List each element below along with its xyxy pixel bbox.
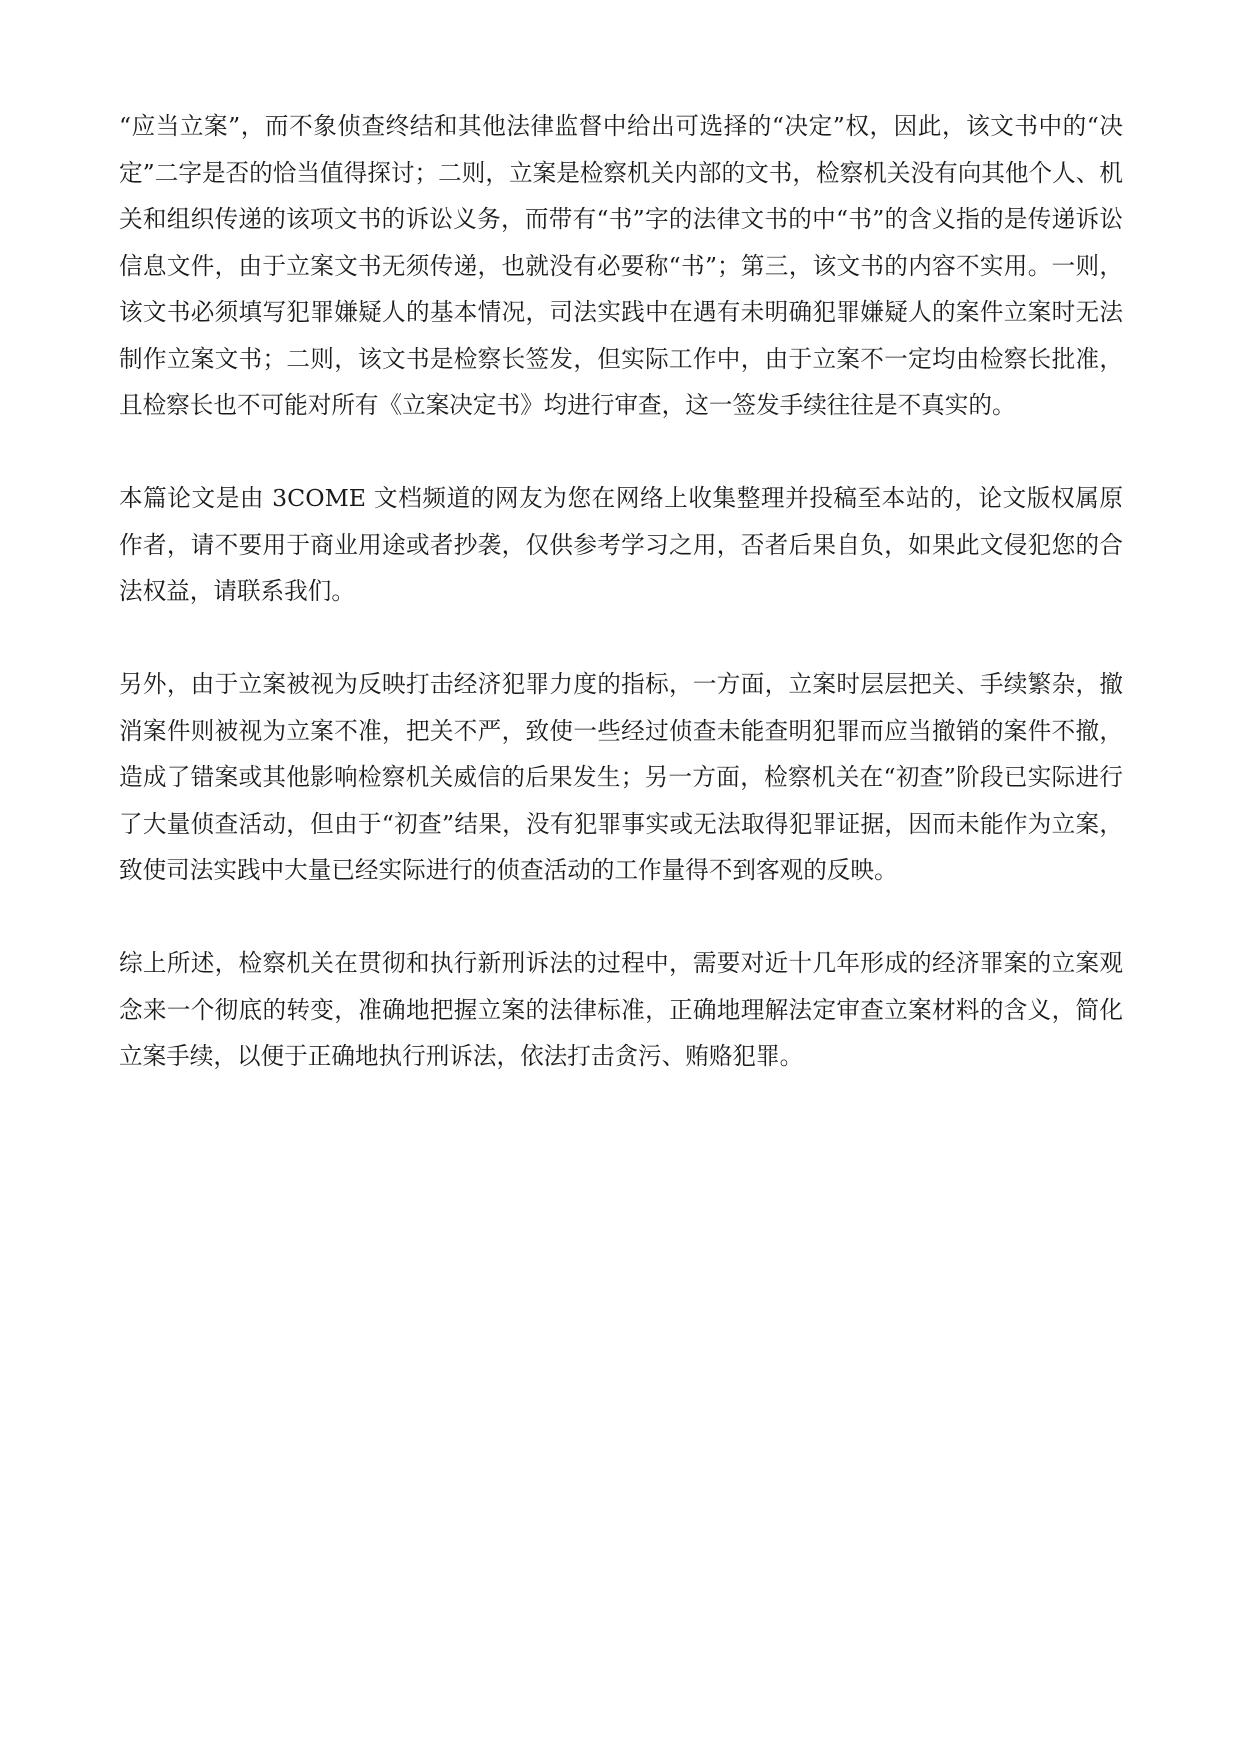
paragraph-filing-indicator-issue: 另外，由于立案被视为反映打击经济犯罪力度的指标，一方面，立案时层层把关、手续繁杂，撤消案件则被视为立案不准，把关不严，致使一些经过侦查未能查明犯罪而应当撤销的案件不撤，造成了错案或其他影响检察机关威信的后果发生；另一方面，检察机关在“初查”阶段已实际进行了大量侦查活动，但由于“初查”结果，没有犯罪事实或无法取得犯罪证据，因而未能作为立案，致使司法实践中大量已经实际进行的侦查活动的工作量得不到客观的反映。	[119, 670, 1123, 884]
paragraph-filing-document-critique: “应当立案”，而不象侦查终结和其他法律监督中给出可选择的“决定”权，因此，该文书中的“决定”二字是否的恰当值得探讨；二则，立案是检察机关内部的文书，检察机关没有向其他个人、机关和组织传递的该项文书的诉讼义务，而带有“书”字的法律文书的中“书”的含义指的是传递诉讼信息文件，由于立案文书无须传递，也就没有必要称“书”；第三，该文书的内容不实用。一则，该文书必须填写犯罪嫌疑人的基本情况，司法实践中在遇有未明确犯罪嫌疑人的案件立案时无法制作立案文书；二则，该文书是检察长签发，但实际工作中，由于立案不一定均由检察长批准，且检察长也不可能对所有《立案决定书》均进行审查，这一签发手续往往是不真实的。	[119, 112, 1123, 419]
paragraph-conclusion: 综上所述，检察机关在贯彻和执行新刑诉法的过程中，需要对近十几年形成的经济罪案的立案观念来一个彻底的转变，准确地把握立案的法律标准，正确地理解法定审查立案材料的含义，简化立案手续，以便于正确地执行刑诉法，依法打击贪污、贿赂犯罪。	[119, 949, 1123, 1070]
paragraph-copyright-notice: 本篇论文是由 3COME 文档频道的网友为您在网络上收集整理并投稿至本站的，论文版权属原作者，请不要用于商业用途或者抄袭，仅供参考学习之用，否者后果自负，如果此文侵犯您的合法权益，请联系我们。	[119, 484, 1123, 605]
document-body	[119, 103, 1123, 1080]
